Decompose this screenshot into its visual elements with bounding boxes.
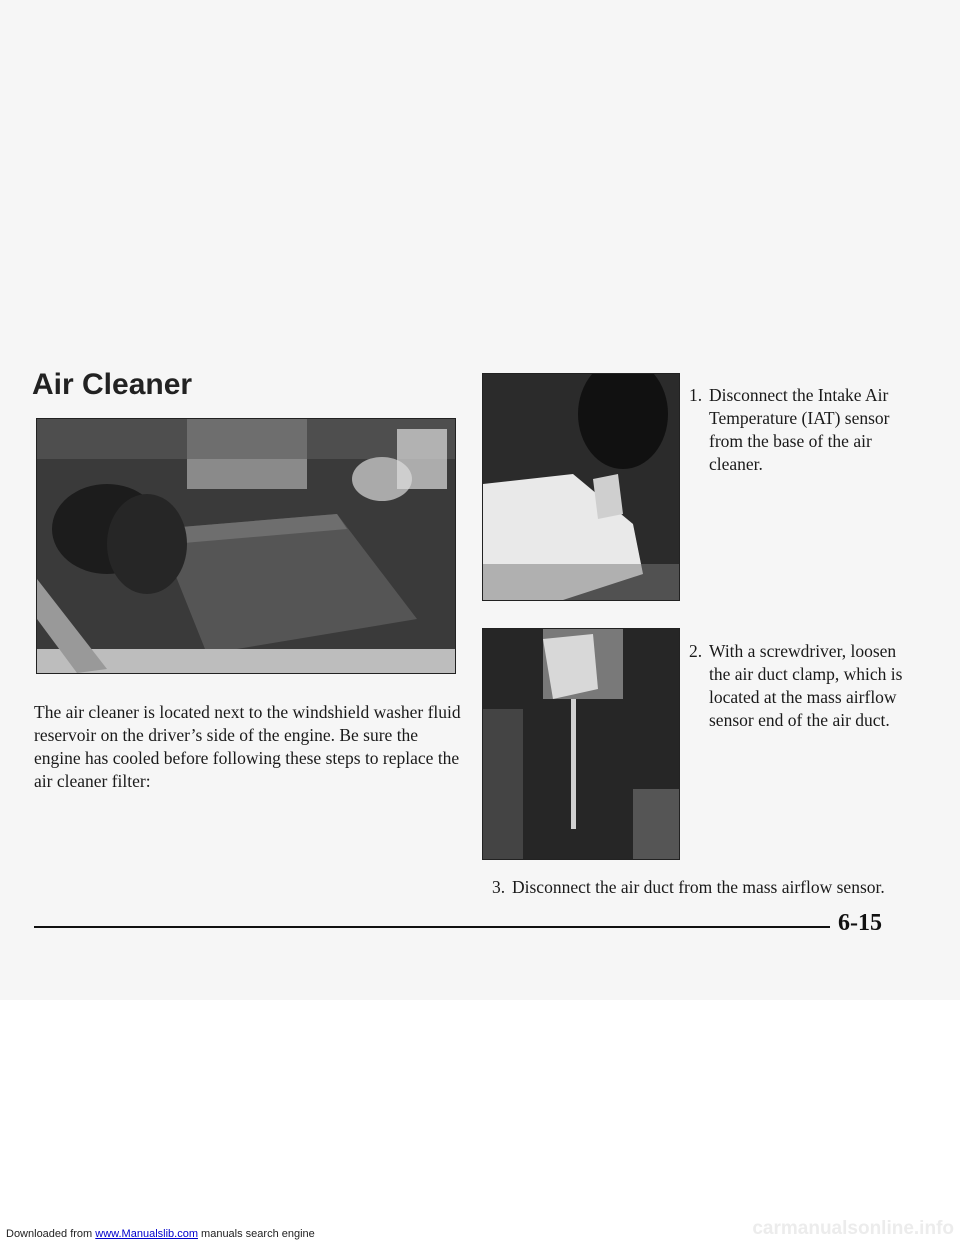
step-1-number: 1. — [689, 385, 703, 405]
step-1 — [689, 384, 919, 476]
section-title: Air Cleaner — [32, 368, 193, 401]
footer-rule — [34, 926, 830, 928]
footer-suffix: manuals search engine — [197, 1228, 315, 1240]
download-footer — [6, 1228, 315, 1240]
page-number: 6-15 — [838, 910, 882, 936]
step-3-number: 3. — [492, 877, 506, 897]
duct-clamp-photo — [482, 628, 680, 860]
manualslib-link[interactable]: www.Manualslib.com — [95, 1228, 198, 1240]
intro-paragraph: The air cleaner is located next to the windshield washer fluid reservoir on the driver’s side of the engine. Be sure the engine has cooled before following these steps to replace the air cleaner filter: — [34, 702, 461, 791]
step-2-text: With a screwdriver, loosen the air duct clamp, which is located at the mass airflow sensor end of the air duct. — [709, 641, 903, 730]
step-2-number: 2. — [689, 641, 703, 661]
footer-prefix: Downloaded from — [6, 1228, 96, 1240]
step-1-text: Disconnect the Intake Air Temperature (IAT) sensor from the base of the air cleaner. — [709, 385, 890, 474]
step-2 — [689, 640, 919, 732]
watermark: carmanualsonline.info — [752, 1218, 954, 1239]
step-3-text: Disconnect the air duct from the mass airflow sensor. — [512, 877, 885, 897]
air-cleaner-photo — [36, 418, 456, 674]
step-3 — [492, 876, 922, 899]
iat-sensor-photo — [482, 373, 680, 601]
